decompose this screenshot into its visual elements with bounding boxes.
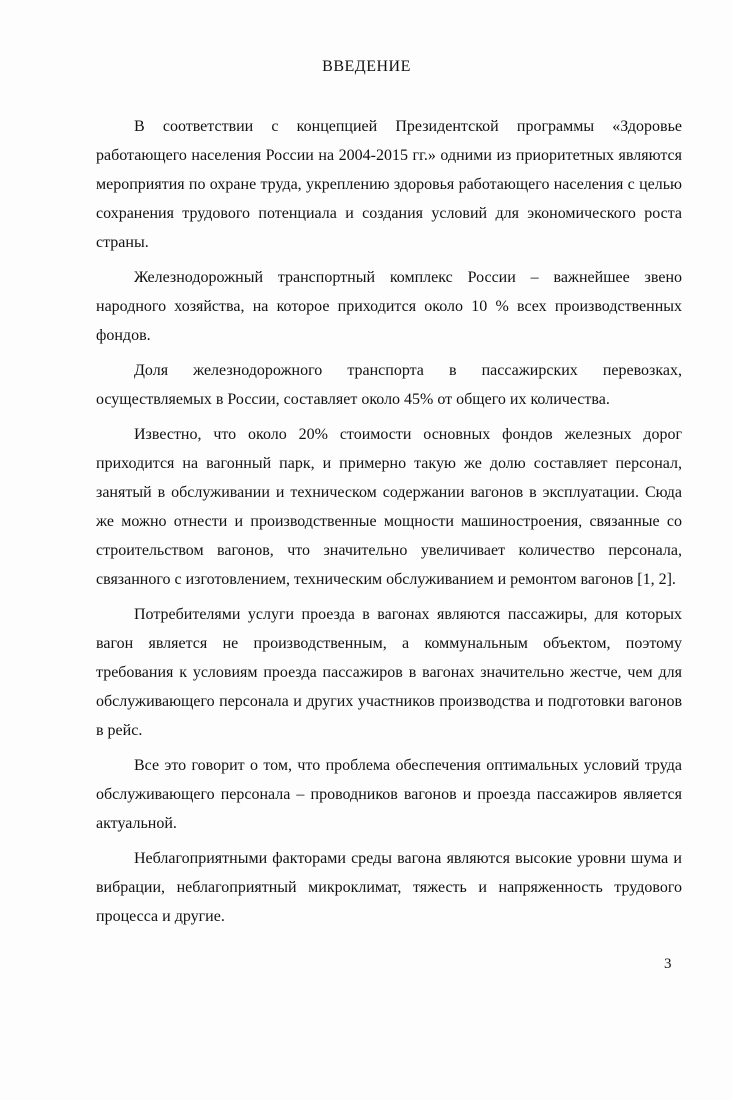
page-number: 3 bbox=[664, 956, 672, 972]
paragraph: Потребителями услуги проезда в вагонах являются пассажиры, для которых вагон является не производственным, а коммунальным объектом, поэтому требования к условиям проезда пассажиров в вагонах значительно жестче, чем для обслуживающего персонала и других участников производства и подготовки вагонов в рейс. bbox=[96, 606, 682, 739]
page-title: ВВЕДЕНИЕ bbox=[322, 58, 411, 75]
paragraph: Доля железнодорожного транспорта в пассажирских перевозках, осуществляемых в России, составляет около 45% от общего их количества. bbox=[96, 362, 682, 408]
paragraph: Известно, что около 20% стоимости основных фондов железных дорог приходится на вагонный парк, и примерно такую же долю составляет персонал, занятый в обслуживании и техническом содержании вагонов в эксплуатации. Сюда же можно отнести и производственные мощности машиностроения, связанные со строительством вагонов, что значительно увеличивает количество персонала, связанного с изготовлением, техническим обслуживанием и ремонтом вагонов [1, 2]. bbox=[96, 426, 682, 588]
paragraph: Все это говорит о том, что проблема обеспечения оптимальных условий труда обслуживающего персонала – проводников вагонов и проезда пассажиров является актуальной. bbox=[96, 757, 682, 832]
body-text bbox=[96, 112, 682, 937]
paragraph: В соответствии с концепцией Президентской программы «Здоровье работающего населения России на 2004-2015 гг.» одними из приоритетных являются мероприятия по охране труда, укреплению здоровья работающего населения с целью сохранения трудового потенциала и создания условий для экономического роста страны. bbox=[96, 118, 682, 251]
paragraph: Неблагоприятными факторами среды вагона являются высокие уровни шума и вибрации, неблагоприятный микроклимат, тяжесть и напряженность трудового процесса и другие. bbox=[96, 850, 682, 925]
paragraph: Железнодорожный транспортный комплекс России – важнейшее звено народного хозяйства, на которое приходится около 10 % всех производственных фондов. bbox=[96, 269, 682, 344]
